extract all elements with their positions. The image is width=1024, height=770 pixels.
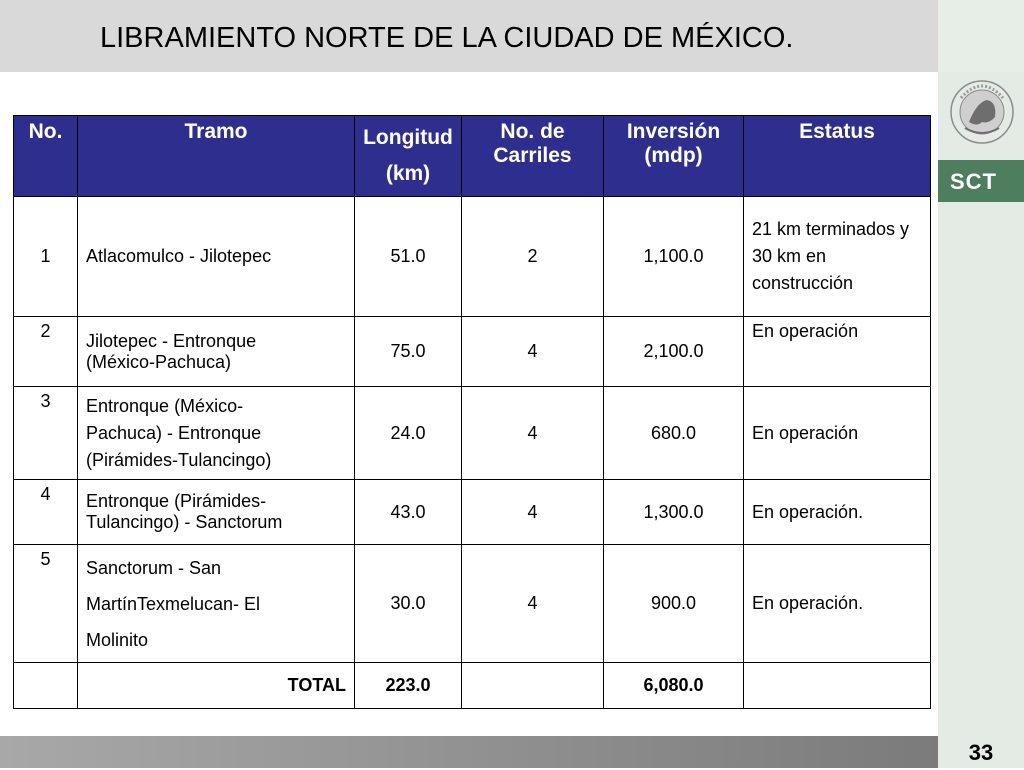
cell-estatus: En operación [744, 317, 931, 387]
cell-total-longitud: 223.0 [355, 663, 462, 709]
table-row [14, 545, 931, 663]
cell-tramo: Sanctorum - San MartínTexmelucan- El Molinito [78, 545, 355, 663]
cell-inversion: 900.0 [604, 545, 744, 663]
cell-tramo: Atlacomulco - Jilotepec [78, 197, 355, 317]
cell-inversion: 1,100.0 [604, 197, 744, 317]
footer-bar [0, 736, 938, 768]
cell-no: 5 [14, 545, 78, 663]
road-sections-table [13, 115, 931, 709]
cell-estatus: 21 km terminados y 30 km en construcción [744, 197, 931, 317]
cell-no: 1 [14, 197, 78, 317]
table-row [14, 387, 931, 480]
cell-longitud: 51.0 [355, 197, 462, 317]
cell-tramo: Entronque (Pirámides- Tulancingo) - Sanctorum [78, 480, 355, 545]
cell-no: 4 [14, 480, 78, 545]
cell-total-inversion: 6,080.0 [604, 663, 744, 709]
cell-carriles: 4 [462, 387, 604, 480]
table-total-row [14, 663, 931, 709]
page-number: 33 [938, 736, 1024, 768]
table-row [14, 197, 931, 317]
cell-longitud: 43.0 [355, 480, 462, 545]
header-inversion: Inversión (mdp) [604, 116, 744, 197]
cell-longitud: 30.0 [355, 545, 462, 663]
cell-empty [462, 663, 604, 709]
header-estatus: Estatus [744, 116, 931, 197]
cell-carriles: 2 [462, 197, 604, 317]
cell-empty [14, 663, 78, 709]
header-longitud: Longitud (km) [355, 116, 462, 197]
sct-logo: SCT [950, 169, 997, 194]
right-sidebar-top [938, 0, 1024, 72]
table-row [14, 317, 931, 387]
cell-carriles: 4 [462, 317, 604, 387]
cell-longitud: 24.0 [355, 387, 462, 480]
table-row [14, 480, 931, 545]
cell-inversion: 2,100.0 [604, 317, 744, 387]
cell-inversion: 1,300.0 [604, 480, 744, 545]
cell-tramo: Entronque (México- Pachuca) - Entronque (Pirámides-Tulancingo) [78, 387, 355, 480]
cell-no: 2 [14, 317, 78, 387]
cell-empty [744, 663, 931, 709]
cell-estatus: En operación. [744, 480, 931, 545]
header-carriles: No. de Carriles [462, 116, 604, 197]
cell-inversion: 680.0 [604, 387, 744, 480]
header-tramo: Tramo [78, 116, 355, 197]
cell-no: 3 [14, 387, 78, 480]
cell-estatus: En operación [744, 387, 931, 480]
header-no: No. [14, 116, 78, 197]
cell-longitud: 75.0 [355, 317, 462, 387]
table-header-row [14, 116, 931, 197]
cell-carriles: 4 [462, 545, 604, 663]
mexican-seal-icon [947, 72, 1017, 152]
cell-carriles: 4 [462, 480, 604, 545]
cell-tramo: Jilotepec - Entronque (México-Pachuca) [78, 317, 355, 387]
page-title: LIBRAMIENTO NORTE DE LA CIUDAD DE MÉXICO. [100, 22, 794, 54]
cell-total-label: TOTAL [78, 663, 355, 709]
cell-estatus: En operación. [744, 545, 931, 663]
